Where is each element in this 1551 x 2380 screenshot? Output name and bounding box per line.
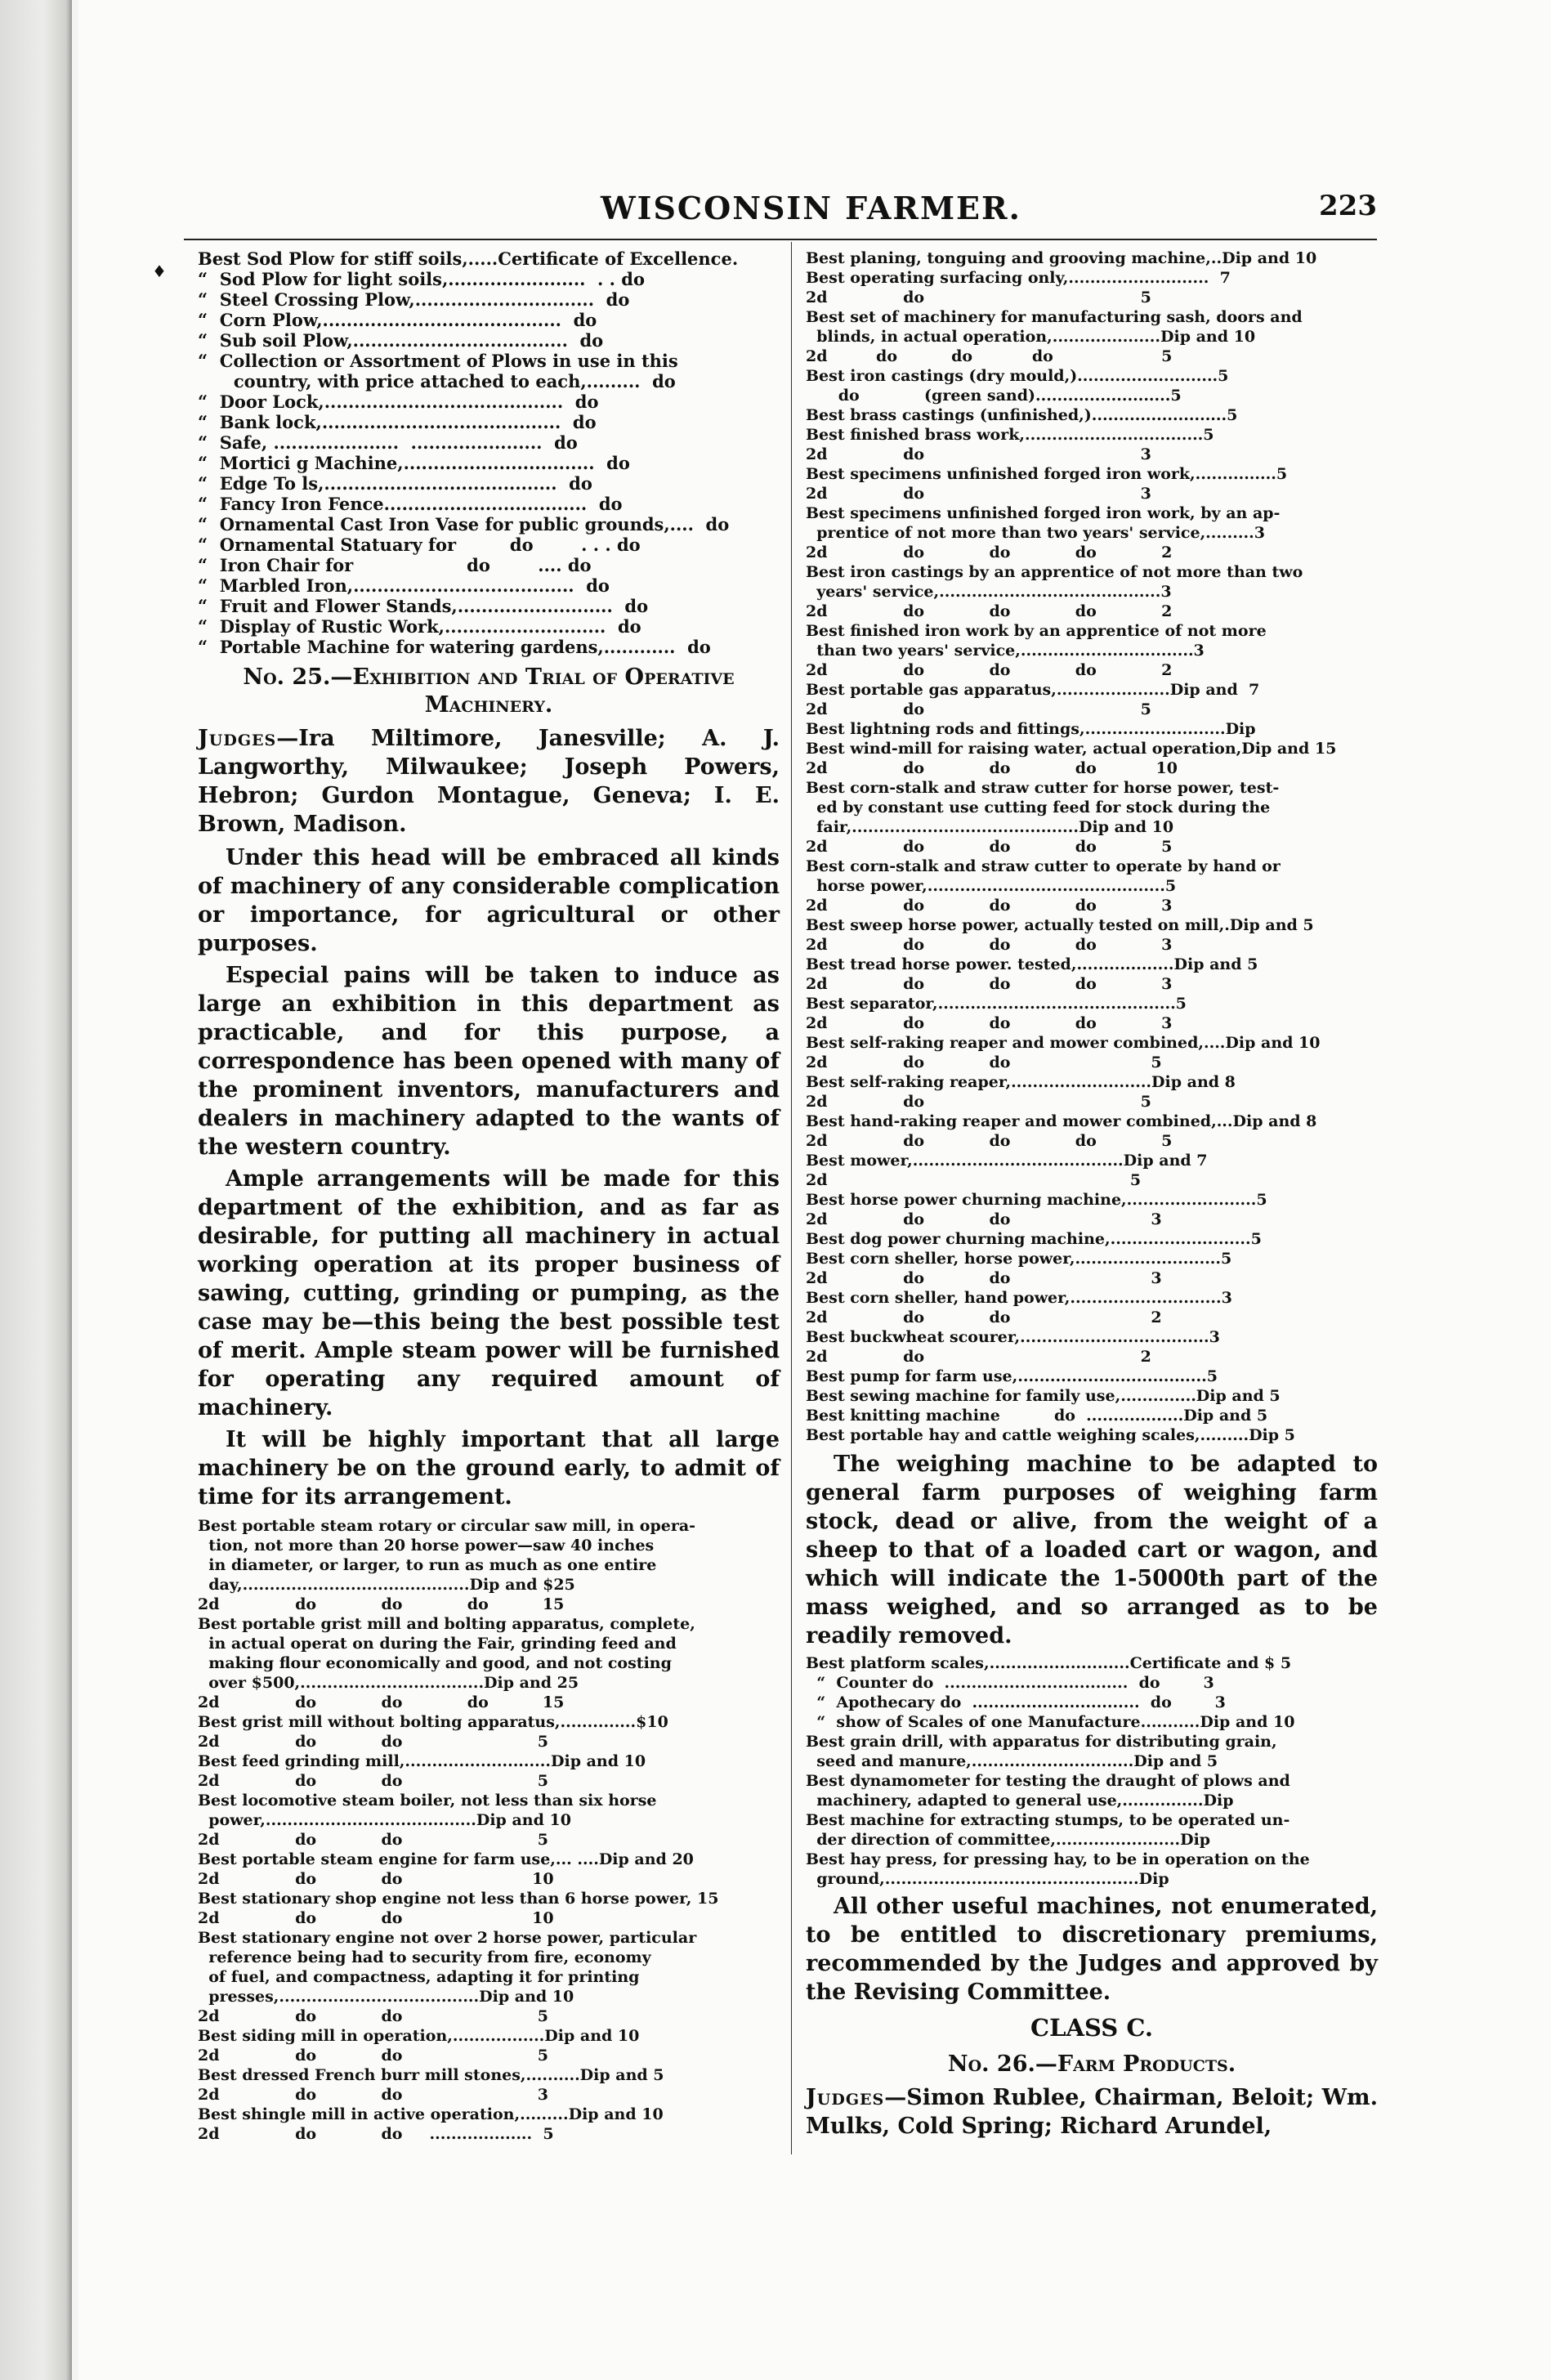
premium-entry: prentice of not more than two years' service,.........3: [806, 524, 1265, 542]
premium-entry: 2d do do 5: [198, 2047, 548, 2065]
premium-entry: Best locomotive steam boiler, not less than six horse: [198, 1792, 657, 1810]
running-title: WISCONSIN FARMER.: [601, 190, 1021, 226]
premium-entry: “ Fancy Iron Fence.................................. do: [198, 494, 623, 514]
premium-entry: “ Ornamental Statuary for do . . . do: [198, 535, 641, 555]
premium-entry: 2d do do 5: [198, 1831, 548, 1849]
premium-entry: 2d do do 5: [198, 2007, 548, 2025]
bullet-mark: ♦: [152, 262, 167, 281]
premium-entry: Best hay press, for pressing hay, to be in operation on the: [806, 1850, 1310, 1868]
judges-label: Judges: [198, 726, 277, 751]
header-rule: [184, 239, 1377, 240]
section-heading-25: No. 25.—Exhibition and Trial of Operative Machinery.: [243, 664, 735, 718]
premium-entry: Best feed grinding mill,...........................Dip and 10: [198, 1752, 646, 1770]
premium-entry: Best operating surfacing only,.......................... 7: [806, 269, 1231, 287]
judges-names: —Simon Rublee, Chairman, Beloit; Wm. Mulks, Cold Spring; Richard Arundel,: [806, 2085, 1378, 2139]
premium-entry: Best portable steam rotary or circular saw mill, in opera-: [198, 1517, 696, 1535]
paragraph: Ample arrangements will be made for this department of the exhibition, and as far as desirable, for putting all machinery in actual working operation at its proper business of sawing, cutting, grinding or pumping, as the case may be—this being the best possible test of merit. Ample steam power will be furnished for operating any required amount of machinery.: [198, 1166, 780, 1420]
premium-entry: in actual operat on during the Fair, grinding feed and: [198, 1635, 677, 1653]
premium-entry: ed by constant use cutting feed for stock during the: [806, 799, 1271, 816]
premium-entry: 2d do do 3: [806, 1210, 1162, 1228]
premium-entry: over $500,..................................Dip and 25: [198, 1674, 579, 1692]
premium-entry: 2d do do 2: [806, 1309, 1162, 1326]
premium-entry: Best corn sheller, hand power,............................3: [806, 1289, 1232, 1307]
premium-entry: 2d do do do 3: [806, 936, 1173, 954]
section-heading-26: No. 26.—Farm Products.: [947, 2051, 1236, 2077]
premium-entry: 2d do do do 3: [806, 1014, 1173, 1032]
premium-entry: of fuel, and compactness, adapting it for printing: [198, 1968, 640, 1986]
column-divider: [791, 242, 792, 2154]
left-premium-list-top: [198, 248, 780, 657]
premium-entry: Best stationary engine not over 2 horse power, particular: [198, 1929, 697, 1947]
premium-entry: in diameter, or larger, to run as much as one entire: [198, 1556, 657, 1574]
premium-entry: 2d do do 10: [198, 1870, 554, 1888]
premium-entry: Best iron castings by an apprentice of not more than two: [806, 563, 1303, 581]
premium-entry: Best tread horse power. tested,..................Dip and 5: [806, 955, 1258, 973]
premium-entry: making flour economically and good, and not costing: [198, 1654, 672, 1672]
weighing-machine-paragraph: The weighing machine to be adapted to general farm purposes of weighing farm stock, dead or alive, from the weight of a sheep to that of a loaded cart or wagon, and which will indicate the 1-5000th part of the mass weighed, and so arranged as to be readily removed.: [806, 1452, 1378, 1649]
premium-entry: Best buckwheat scourer,...................................3: [806, 1328, 1220, 1346]
premium-entry: “ Door Lock,........................................ do: [198, 391, 599, 412]
premium-entry: “ Portable Machine for watering gardens,............ do: [198, 637, 711, 657]
paragraph: Especial pains will be taken to induce as large an exhibition in this department as practicable, and for this purpose, a correspondence has been opened with many of the prominent inventors, manufacturers and dealers in machinery adapted to the wants of the western country.: [198, 963, 780, 1160]
premium-entry: “ Iron Chair for do .... do: [198, 555, 592, 575]
premium-entry: 2d do do do 5: [806, 347, 1173, 365]
premium-entry: Best dog power churning machine,..........................5: [806, 1230, 1262, 1248]
page-header: [184, 190, 1377, 229]
premium-entry: 2d do do do 2: [806, 602, 1173, 620]
premium-entry: Best finished brass work,.................................5: [806, 426, 1214, 444]
premium-entry: day,..........................................Dip and $25: [198, 1576, 575, 1594]
premium-entry: Best corn sheller, horse power,...........................5: [806, 1250, 1232, 1268]
premium-entry: 2d do 5: [806, 700, 1151, 718]
judges-label: Judges: [806, 2085, 885, 2110]
premium-entry: “ Sub soil Plow,.................................... do: [198, 330, 604, 351]
premium-entry: “ Apothecary do ............................... do 3: [806, 1693, 1226, 1711]
premium-entry: Best separator,............................................5: [806, 995, 1187, 1013]
premium-entry: 2d do do 5: [198, 1733, 548, 1751]
premium-entry: seed and manure,..............................Dip and 5: [806, 1752, 1218, 1770]
premium-entry: 2d do 5: [806, 1093, 1151, 1111]
premium-entry: Best planing, tonguing and grooving machine,..Dip and 10: [806, 249, 1317, 267]
premium-entry: 2d do do 10: [198, 1909, 554, 1927]
premium-entry: years' service,.........................................3: [806, 583, 1172, 601]
premium-entry: 2d do 2: [806, 1348, 1151, 1366]
premium-entry: Best platform scales,..........................Certificate and $ 5: [806, 1654, 1292, 1672]
premium-entry: horse power,............................................5: [806, 877, 1177, 895]
premium-entry: fair,..........................................Dip and 10: [806, 818, 1174, 836]
premium-entry: Best dressed French burr mill stones,..........Dip and 5: [198, 2066, 664, 2084]
premium-entry: “ Counter do .................................. do 3: [806, 1674, 1214, 1692]
premium-entry: machinery, adapted to general use,...............Dip: [806, 1792, 1234, 1810]
premium-entry: Best portable hay and cattle weighing scales,.........Dip 5: [806, 1426, 1295, 1444]
premium-entry: Best portable gas apparatus,.....................Dip and 7: [806, 681, 1260, 699]
premium-entry: Best finished iron work by an apprentice of not more: [806, 622, 1267, 640]
premium-entry: “ Edge To ls,....................................... do: [198, 473, 592, 494]
premium-entry: country, with price attached to each,......... do: [198, 371, 676, 391]
premium-entry: Best Sod Plow for stiff soils,.....Certificate of Excellence.: [198, 248, 739, 269]
premium-entry: 2d do do do 3: [806, 897, 1173, 915]
premium-entry: “ Fruit and Flower Stands,.......................... do: [198, 596, 649, 616]
premium-entry: “ Bank lock,........................................ do: [198, 412, 597, 432]
premium-entry: 2d 5: [806, 1171, 1142, 1189]
premium-entry: Best shingle mill in active operation,.........Dip and 10: [198, 2105, 664, 2123]
premium-entry: Best sweep horse power, actually tested on mill,.Dip and 5: [806, 916, 1314, 934]
premium-entry: Best hand-raking reaper and mower combined,...Dip and 8: [806, 1112, 1317, 1130]
premium-entry: Best horse power churning machine,........................5: [806, 1191, 1267, 1209]
judges-names: —Ira Miltimore, Janesville; A. J. Langworthy, Milwaukee; Joseph Powers, Hebron; Gurdon Montague, Geneva; I. E. Brown, Madison.: [198, 726, 780, 837]
premium-entry: 2d do do do 3: [806, 975, 1173, 993]
premium-entry: “ Marbled Iron,..................................... do: [198, 575, 610, 596]
right-premium-list-top: [806, 248, 1378, 1445]
premium-entry: Best specimens unfinished forged iron work, by an ap-: [806, 504, 1281, 522]
premium-entry: do (green sand).........................5: [806, 387, 1182, 405]
premium-entry: Best iron castings (dry mould,)..........................5: [806, 367, 1229, 385]
premium-entry: 2d do do do 15: [198, 1595, 565, 1613]
premium-entry: “ Display of Rustic Work,........................... do: [198, 616, 641, 637]
premium-entry: Best dynamometer for testing the draught of plows and: [806, 1772, 1290, 1790]
premium-entry: 2d do 5: [806, 289, 1151, 306]
premium-entry: Best grist mill without bolting apparatus,..............$10: [198, 1713, 668, 1731]
left-premium-list-bottom: [198, 1516, 780, 2144]
closing-paragraph: All other useful machines, not enumerated, to be entitled to discretionary premiums, recommended by the Judges and approved by the Revising Committee.: [806, 1894, 1378, 2005]
premium-entry: Best specimens unfinished forged iron work,...............5: [806, 465, 1288, 483]
judges-25: [198, 724, 780, 839]
premium-entry: 2d do do do 10: [806, 759, 1178, 777]
premium-entry: Best wind-mill for raising water, actual operation,Dip and 15: [806, 740, 1337, 758]
premium-entry: Best knitting machine do ..................Dip and 5: [806, 1407, 1268, 1425]
premium-entry: “ show of Scales of one Manufacture...........Dip and 10: [806, 1713, 1295, 1731]
premium-entry: 2d do do do 5: [806, 838, 1173, 856]
premium-entry: “ Corn Plow,........................................ do: [198, 310, 597, 330]
right-premium-list-bottom: [806, 1653, 1378, 1889]
premium-entry: “ Ornamental Cast Iron Vase for public grounds,.... do: [198, 514, 730, 535]
premium-entry: Best lightning rods and fittings,..........................Dip: [806, 720, 1256, 738]
premium-entry: Best grain drill, with apparatus for distributing grain,: [806, 1733, 1277, 1751]
page-number: 223: [1319, 190, 1377, 222]
premium-entry: “ Sod Plow for light soils,....................... . . do: [198, 269, 645, 289]
premium-entry: Best portable grist mill and bolting apparatus, complete,: [198, 1615, 695, 1633]
premium-entry: Best pump for farm use,...................................5: [806, 1367, 1218, 1385]
book-spine-gutter: [0, 0, 72, 2380]
premium-entry: presses,.....................................Dip and 10: [198, 1988, 574, 2006]
premium-entry: Best brass castings (unfinished,).........................5: [806, 406, 1238, 424]
premium-entry: 2d do 3: [806, 485, 1151, 503]
premium-entry: Best sewing machine for family use,..............Dip and 5: [806, 1387, 1281, 1405]
premium-entry: Best portable steam engine for farm use,... ....Dip and 20: [198, 1850, 694, 1868]
premium-entry: 2d do do 5: [806, 1054, 1162, 1071]
left-column: [198, 248, 780, 2144]
paragraph: Under this head will be embraced all kinds of machinery of any considerable complication or importance, for agricultural or other purposes.: [198, 845, 780, 956]
premium-entry: tion, not more than 20 horse power—saw 40 inches: [198, 1537, 655, 1555]
premium-entry: Best corn-stalk and straw cutter for horse power, test-: [806, 779, 1280, 797]
premium-entry: Best self-raking reaper,..........................Dip and 8: [806, 1073, 1236, 1091]
premium-entry: Best set of machinery for manufacturing sash, doors and: [806, 308, 1303, 326]
class-heading: CLASS C.: [1030, 2014, 1153, 2042]
premium-entry: “ Mortici g Machine,................................ do: [198, 453, 630, 473]
premium-entry: 2d do do 5: [198, 1772, 548, 1790]
premium-entry: Best stationary shop engine not less than 6 horse power, 15: [198, 1890, 719, 1908]
premium-entry: Best self-raking reaper and mower combined,....Dip and 10: [806, 1034, 1321, 1052]
paragraph: It will be highly important that all large machinery be on the ground early, to admit of time for its arrangement.: [198, 1427, 780, 1510]
premium-entry: “ Collection or Assortment of Plows in use in this: [198, 351, 678, 371]
premium-entry: 2d do do 3: [198, 2086, 548, 2104]
premium-entry: 2d do do ................... 5: [198, 2125, 554, 2143]
premium-entry: power,.......................................Dip and 10: [198, 1811, 571, 1829]
premium-entry: 2d do 3: [806, 445, 1151, 463]
premium-entry: ground,...............................................Dip: [806, 1870, 1169, 1888]
premium-entry: 2d do do do 2: [806, 544, 1173, 561]
premium-entry: 2d do do do 5: [806, 1132, 1173, 1150]
judges-26: [806, 2083, 1378, 2141]
right-column: [806, 248, 1378, 2145]
premium-entry: Best corn-stalk and straw cutter to operate by hand or: [806, 857, 1281, 875]
premium-entry: blinds, in actual operation,....................Dip and 10: [806, 328, 1256, 346]
premium-entry: Best mower,.......................................Dip and 7: [806, 1152, 1208, 1170]
premium-entry: der direction of committee,.......................Dip: [806, 1831, 1211, 1849]
premium-entry: “ Steel Crossing Plow,.............................. do: [198, 289, 630, 310]
premium-entry: “ Safe, ..................... ...................... do: [198, 432, 578, 453]
premium-entry: Best machine for extracting stumps, to be operated un-: [806, 1811, 1290, 1829]
premium-entry: 2d do do 3: [806, 1269, 1162, 1287]
premium-entry: reference being had to security from fire, economy: [198, 1948, 651, 1966]
premium-entry: Best siding mill in operation,.................Dip and 10: [198, 2027, 640, 2045]
premium-entry: 2d do do do 15: [198, 1693, 565, 1711]
premium-entry: than two years' service,................................3: [806, 642, 1205, 660]
premium-entry: 2d do do do 2: [806, 661, 1173, 679]
